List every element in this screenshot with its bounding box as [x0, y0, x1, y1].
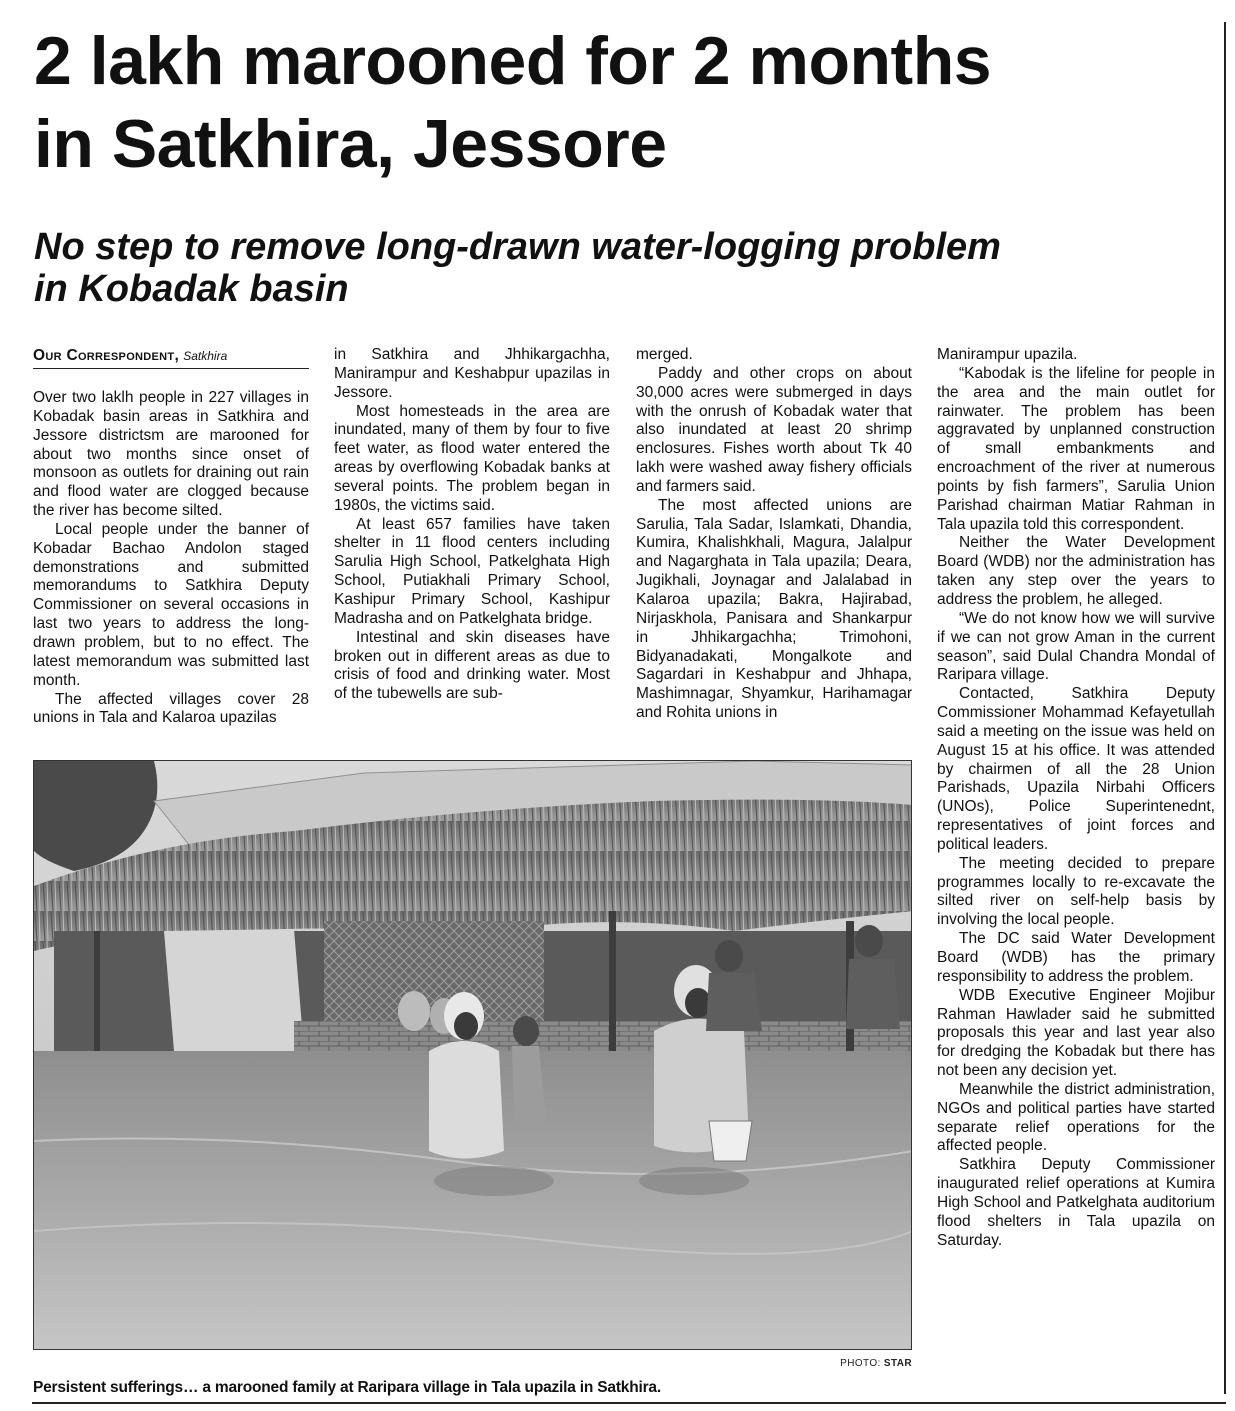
- photo-credit: [760, 1358, 912, 1370]
- paragraph: The affected villages cover 28 unions in Tala and Kalaroa upazilas: [33, 690, 309, 727]
- paragraph: “Kabodak is the lifeline for people in the area and the main outlet for rainwater. The problem has been aggravated by unplanned construction of small embankments and encroachment of the river at numerous points by fish farmers”, Sarulia Union Parishad chairman Matiar Rahman in Tala upazila told this correspondent.: [937, 364, 1215, 533]
- photo-credit-source: STAR: [883, 1358, 912, 1369]
- article-column-2: [334, 346, 610, 704]
- article-column-1: [33, 346, 309, 728]
- cloth-hanging: [164, 929, 304, 1051]
- paragraph: At least 657 families have taken shelter in 11 flood centers including Sarulia High School, Patkelghata High School, Putiakhali Primary School, Kashipur Primary School, Kashipur Madrasha and on Patkelghata bridge.: [334, 515, 610, 627]
- byline: [33, 346, 309, 369]
- paragraph: Contacted, Satkhira Deputy Commissioner Mohammad Kefayetullah said a meeting on the issue was held on August 15 at his office. It was attended by chairmen of all the 28 Union Parishads, Upazila Nirbahi Officers (UNOs), Police Superintenednt, representatives of joint forces and political leaders.: [937, 685, 1215, 853]
- photo-credit-label: PHOTO:: [840, 1358, 881, 1369]
- paragraph: in Satkhira and Jhhikargachha, Manirampur and Keshabpur upazilas in Jessore.: [334, 346, 610, 401]
- article-column-4: [937, 346, 1215, 1251]
- paragraph: WDB Executive Engineer Mojibur Rahman Hawlader said he submitted proposals this year and last year also for dredging the Kobadak but there has not been any decision yet.: [937, 986, 1215, 1080]
- paragraph: The meeting decided to prepare programmes locally to re-excavate the silted river on self-help basis by involving the local people.: [937, 854, 1215, 929]
- column-rule-bottom: [32, 1402, 1226, 1404]
- subheadline: [34, 226, 1214, 310]
- water-reflection: [434, 1166, 554, 1196]
- subheadline-line-2: in Kobadak basin: [34, 268, 349, 310]
- paragraph: Satkhira Deputy Commissioner inaugurated relief operations at Kumira High School and Patkelghata auditorium flood shelters in Tala upazila on Saturday.: [937, 1156, 1215, 1249]
- paragraph: The DC said Water Development Board (WDB) has the primary responsibility to address the problem.: [937, 930, 1215, 985]
- paragraph: Neither the Water Development Board (WDB) nor the administration has taken any step over the years to address the problem, he alleged.: [937, 534, 1215, 608]
- column-rule-right: [1224, 22, 1226, 1394]
- headline-line-2: in Satkhira, Jessore: [34, 106, 667, 182]
- bamboo-pole: [94, 931, 100, 1051]
- flood-scene-illustration: [34, 761, 912, 1350]
- subheadline-line-1: No step to remove long-drawn water-logging problem: [34, 226, 1001, 268]
- paragraph: Manirampur upazila.: [937, 346, 1078, 363]
- paragraph: Meanwhile the district administration, NGOs and political parties have started separate relief operations for the affected people.: [937, 1080, 1215, 1155]
- paragraph: Local people under the banner of Kobadar Bachao Andolon staged demonstrations and submitted memorandums to Satkhira Deputy Commissioner on several occasions in last two years to address the long-drawn problem, but to no effect. The latest memorandum was submitted last month.: [33, 520, 309, 689]
- photo-caption: Persistent sufferings… a marooned family at Raripara village in Tala upazila in Satkhira.: [33, 1379, 661, 1396]
- headline-line-1: 2 lakh marooned for 2 months: [34, 23, 992, 99]
- paragraph: The most affected unions are Sarulia, Tala Sadar, Islamkati, Dhandia, Kumira, Khalishkhali, Magura, Jalalpur and Nagarghata in Tala upazila; Deara, Jugikhali, Joynagar and Jalalabad in Kalaroa upazila; Bakra, Hajirabad, Nirjaskhola, Panisara and Shankarpur in Jhhikargachha; Trimohoni, Bidyanadakati, Mongalkote and Sagardari in Keshabpur and Jhhapa, Mashimnagar, Shyamkur, Harihamagar and Rohita unions in: [636, 496, 912, 722]
- paragraph: Intestinal and skin diseases have broken out in different areas as due to crisis of food and drinking water. Most of the tubewells are sub-: [334, 628, 610, 703]
- byline-location: Satkhira: [183, 349, 228, 363]
- paragraph: merged.: [636, 346, 693, 363]
- paragraph: Over two laklh people in 227 villages in Kobadak basin areas in Satkhira and Jessore districtsm are marooned for about two months since onset of monsoon as outlets for draining out rain and flood water are clogged because the river has become silted.: [33, 389, 309, 520]
- byline-name: Our Correspondent,: [33, 347, 180, 364]
- news-photo: [33, 760, 912, 1350]
- paragraph: “We do not know how we will survive if we can not grow Aman in the current season”, said Dulal Chandra Mondal of Raripara village.: [937, 609, 1215, 684]
- water-reflection: [639, 1167, 749, 1195]
- article-column-3: [636, 346, 912, 723]
- clay-pot: [398, 991, 430, 1031]
- paragraph: Paddy and other crops on about 30,000 acres were submerged in days with the onrush of Kobadak water that also inundated at least 20 shrimp enclosures. Fishes worth about Tk 40 lakh were washed away fishery officials and farmers said.: [636, 364, 912, 495]
- paragraph: Most homesteads in the area are inundated, many of them by four to five feet water, as flood water entered the areas by overflowing Kobadak banks at several points. The problem began in 1980s, the victims said.: [334, 402, 610, 514]
- headline: [34, 20, 1214, 186]
